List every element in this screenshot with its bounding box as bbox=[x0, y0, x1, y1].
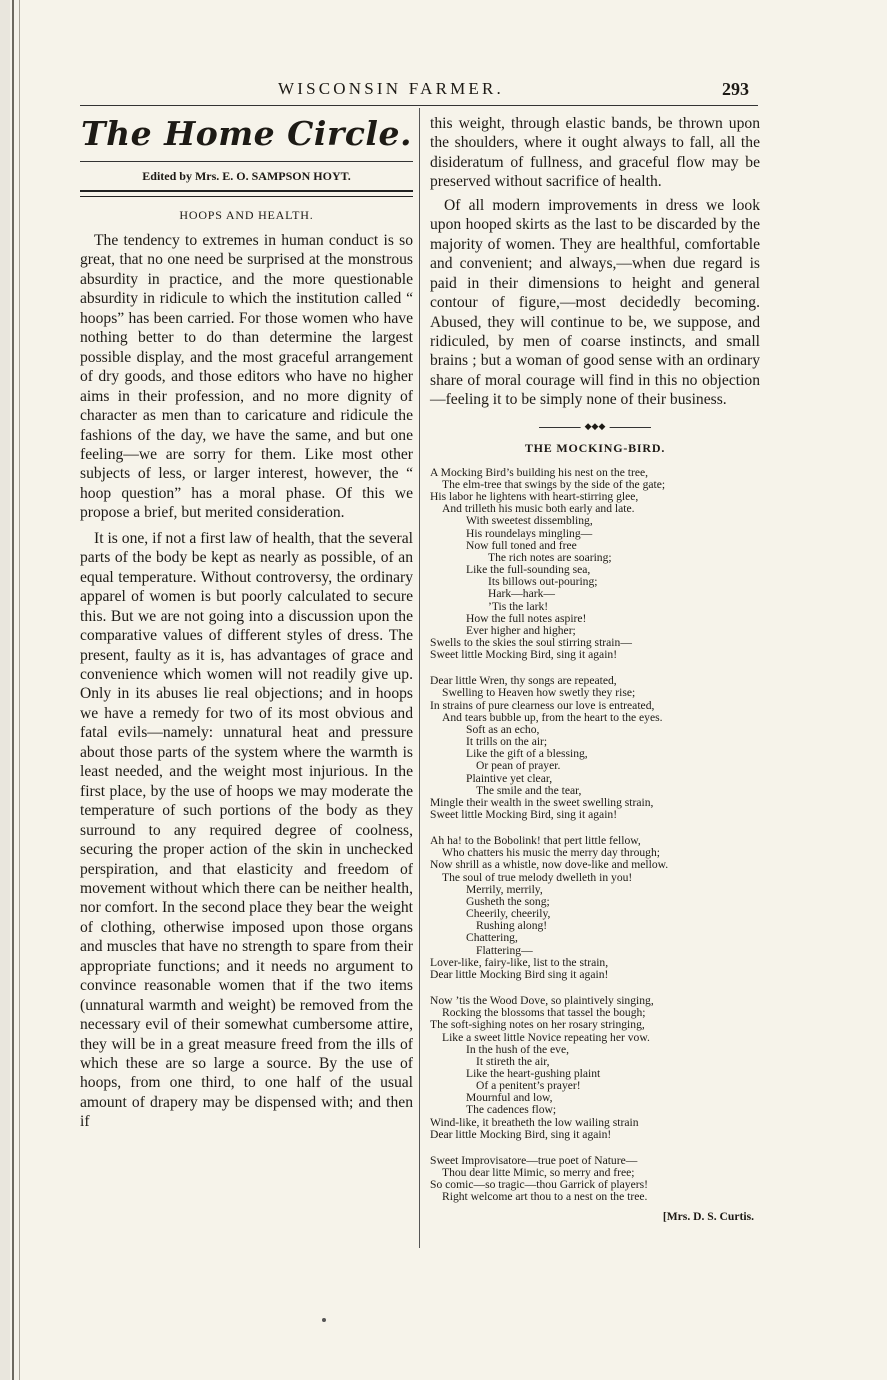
poem-line: Hark—hark— bbox=[488, 587, 555, 601]
editor-rule bbox=[80, 190, 413, 197]
article-paragraph: It is one, if not a first law of health, that the several parts of the body be kept as nearly as possible, of an equal temperature. Without controversy, the ordinary apparel of women is but poorly calculated to secure this. But we are not going into a discussion upon the comparative values of different styles of dress. The present, faulty as it is, has advantages of grace and convenience which women will not readily give up. Only in its abuses lie real objections; and in hoops we have a remedy for two of its most obvious and fatal evils—namely: unnatural heat and pressure about those parts of the system where the warmth is least needed, and the weight most injurious. In the first place, by the use of hoops we may moderate the temperature of such portions of the body as they surround to any required degree of coolness, securing the proper action of the skin in unchecked perspiration, and that elasticity and freedom of movement without which there can be neither health, nor comfort. In the second place they bear the weight of clothing, otherwise imposed upon those organs and muscles that have no strength to spare from their appropriate functions; and it needs no argument to convince reasonable women that if the two items (unnatural warmth and weight) be removed from the necessary evil of their somewhat cumbersome attire, they will be in a great measure freed from the ills of which these are so large a source. By the use of hoops, from one third, to one half of the usual amount of drapery may be dispensed with; and then if bbox=[80, 529, 413, 1131]
poem-line: Now full toned and free bbox=[466, 538, 577, 552]
poem-line: The smile and the tear, bbox=[476, 783, 582, 797]
poem-stanza bbox=[430, 835, 760, 981]
poem-stanza bbox=[430, 467, 760, 662]
poem-line: With sweetest dissembling, bbox=[466, 514, 593, 528]
poem-line: It trills on the air; bbox=[466, 735, 548, 749]
section-editor: Edited by Mrs. E. O. SAMPSON HOYT. bbox=[142, 169, 351, 183]
poem-line: In the hush of the eve, bbox=[466, 1042, 570, 1056]
poem-line: It stireth the air, bbox=[476, 1054, 550, 1068]
poem-line: The elm-tree that swings by the side of the gate; bbox=[442, 477, 666, 491]
poem-line: Dear little Mocking Bird, sing it again! bbox=[430, 1127, 612, 1141]
ornamental-divider bbox=[539, 421, 651, 432]
poem-line: Like the gift of a blessing, bbox=[466, 747, 588, 761]
poem-stanza bbox=[430, 995, 760, 1141]
poem-line: The rich notes are soaring; bbox=[488, 550, 612, 564]
section-masthead: The Home Circle. bbox=[81, 114, 412, 153]
poem-line: Chattering, bbox=[466, 931, 518, 945]
poem-line: Rocking the blossoms that tassel the bough; bbox=[442, 1006, 646, 1020]
poem-line: Ever higher and higher; bbox=[466, 623, 576, 637]
poem-line: Like the heart-gushing plaint bbox=[466, 1066, 601, 1080]
poem-line: Merrily, merrily, bbox=[466, 882, 543, 896]
poem-line: Rushing along! bbox=[476, 919, 548, 933]
poem-line: How the full notes aspire! bbox=[466, 611, 587, 625]
poem-line: Cheerily, cheerily, bbox=[466, 907, 551, 921]
column-rule bbox=[419, 108, 420, 1248]
binding-edge-inner bbox=[19, 0, 20, 1380]
poem-line: The soul of true melody dwelleth in you! bbox=[442, 870, 633, 884]
poem-line: Like a sweet little Novice repeating her vow. bbox=[442, 1030, 650, 1044]
poem-line: Now shrill as a whistle, now dove-like and mellow. bbox=[430, 858, 669, 872]
poem-line: Sweet Improvisatore—true poet of Nature— bbox=[430, 1153, 638, 1167]
poem-line: Dear little Mocking Bird sing it again! bbox=[430, 967, 609, 981]
poem-line: Now ’tis the Wood Dove, so plaintively singing, bbox=[430, 994, 654, 1008]
page-number: 293 bbox=[722, 79, 749, 99]
poem-line: Mournful and low, bbox=[466, 1091, 553, 1105]
poem-line: Ah ha! to the Bobolink! that pert little fellow, bbox=[430, 834, 641, 848]
poem-line: And trilleth his music both early and late. bbox=[442, 502, 635, 516]
right-column bbox=[430, 114, 760, 1223]
poem-line: Right welcome art thou to a nest on the tree. bbox=[442, 1190, 648, 1204]
poem-line: Thou dear litte Mimic, so merry and free; bbox=[442, 1166, 635, 1180]
running-title: WISCONSIN FARMER. bbox=[278, 79, 504, 98]
poem-line: His roundelays mingling— bbox=[466, 526, 593, 540]
header-rule bbox=[80, 105, 758, 106]
poem-line: Lover-like, fairy-like, list to the strain, bbox=[430, 955, 609, 969]
poem-line: Who chatters his music the merry day through; bbox=[442, 846, 660, 860]
article-body-left bbox=[80, 231, 413, 1132]
poem-stanza bbox=[430, 1155, 760, 1204]
poem-line: A Mocking Bird’s building his nest on the tree, bbox=[430, 465, 649, 479]
poem-line: Its billows out-pouring; bbox=[488, 575, 598, 589]
poem-line: ’Tis the lark! bbox=[488, 599, 549, 613]
article-body-right bbox=[430, 114, 760, 410]
poem-line: In strains of pure clearness our love is entreated, bbox=[430, 698, 655, 712]
poem-line: The cadences flow; bbox=[466, 1103, 557, 1117]
article-title: HOOPS AND HEALTH. bbox=[179, 208, 314, 222]
poem-line: Plaintive yet clear, bbox=[466, 771, 553, 785]
binding-edge bbox=[12, 0, 14, 1380]
poem-line: Soft as an echo, bbox=[466, 722, 540, 736]
poem-line: Like the full-sounding sea, bbox=[466, 563, 591, 577]
poem-line: Of a penitent’s prayer! bbox=[476, 1079, 581, 1093]
article-paragraph: The tendency to extremes in human conduct is so great, that no one need be surprised at the monstrous absurdity in practice, and the more questionable absurdity in ridicule to which the institution called “ hoops” has been carried. For those women who have nothing better to do than determine the largest possible display, and the most graceful arrangement of dry goods, and those editors who have no higher aims in their profession, and no more dignity of character as men than to caricature and ridicule the fashions of the day, we have the same, and but one feeling—we are sorry for them. Like most other subjects of less, or larger interest, however, the “ hoop question” has a moral phase. Of this we propose a brief, but merited consideration. bbox=[80, 232, 413, 522]
poem-line: Mingle their wealth in the sweet swelling strain, bbox=[430, 795, 654, 809]
poem-line: And tears bubble up, from the heart to the eyes. bbox=[442, 710, 663, 724]
poem-line: Sweet little Mocking Bird, sing it again! bbox=[430, 648, 618, 662]
poem-line: Dear little Wren, thy songs are repeated, bbox=[430, 674, 617, 688]
poem-line: So comic—so tragic—thou Garrick of players! bbox=[430, 1178, 648, 1192]
poem-title: THE MOCKING-BIRD. bbox=[524, 440, 666, 455]
page-mark bbox=[322, 1318, 326, 1322]
poem-line: Wind-like, it breatheth the low wailing strain bbox=[430, 1115, 639, 1129]
poem-body bbox=[430, 467, 760, 1204]
poem-line: His labor he lightens with heart-stirring glee, bbox=[430, 490, 639, 504]
poem-line: Swells to the skies the soul stirring strain— bbox=[430, 635, 632, 649]
poem-line: The soft-sighing notes on her rosary stringing, bbox=[430, 1018, 645, 1032]
divider-ornament-icon: ◆◆◆ bbox=[581, 421, 610, 433]
poem-line: Sweet little Mocking Bird, sing it again! bbox=[430, 808, 618, 822]
left-column bbox=[80, 108, 413, 1132]
poem-line: Gusheth the song; bbox=[466, 894, 550, 908]
poem-stanza bbox=[430, 675, 760, 821]
article-paragraph: Of all modern improvements in dress we look upon hooped skirts as the last to be discarded by the majority of women. They are healthful, comfortable and convenient; and always,—when due regard is paid in their dimensions to height and general contour of figure,—most decidedly becoming. Abused, they will continue to be, we suppose, and ridiculed, by men of coarse instincts, and small brains ; but a woman of good sense with an ordinary share of moral courage will find in this no objection—feeling it to be simply none of their business. bbox=[430, 196, 760, 409]
article-paragraph-continued: this weight, through elastic bands, be thrown upon the shoulders, where it ought always to fall, all the disideratum of fullness, and graceful flow may be preserved without sacrifice of health. bbox=[430, 115, 760, 191]
poem-attribution: [Mrs. D. S. Curtis. bbox=[662, 1209, 754, 1223]
poem-line: Or pean of prayer. bbox=[476, 759, 561, 773]
poem-line: Flattering— bbox=[476, 943, 533, 957]
poem-line: Swelling to Heaven how swetly they rise; bbox=[442, 686, 636, 700]
masthead-rule bbox=[80, 161, 413, 162]
